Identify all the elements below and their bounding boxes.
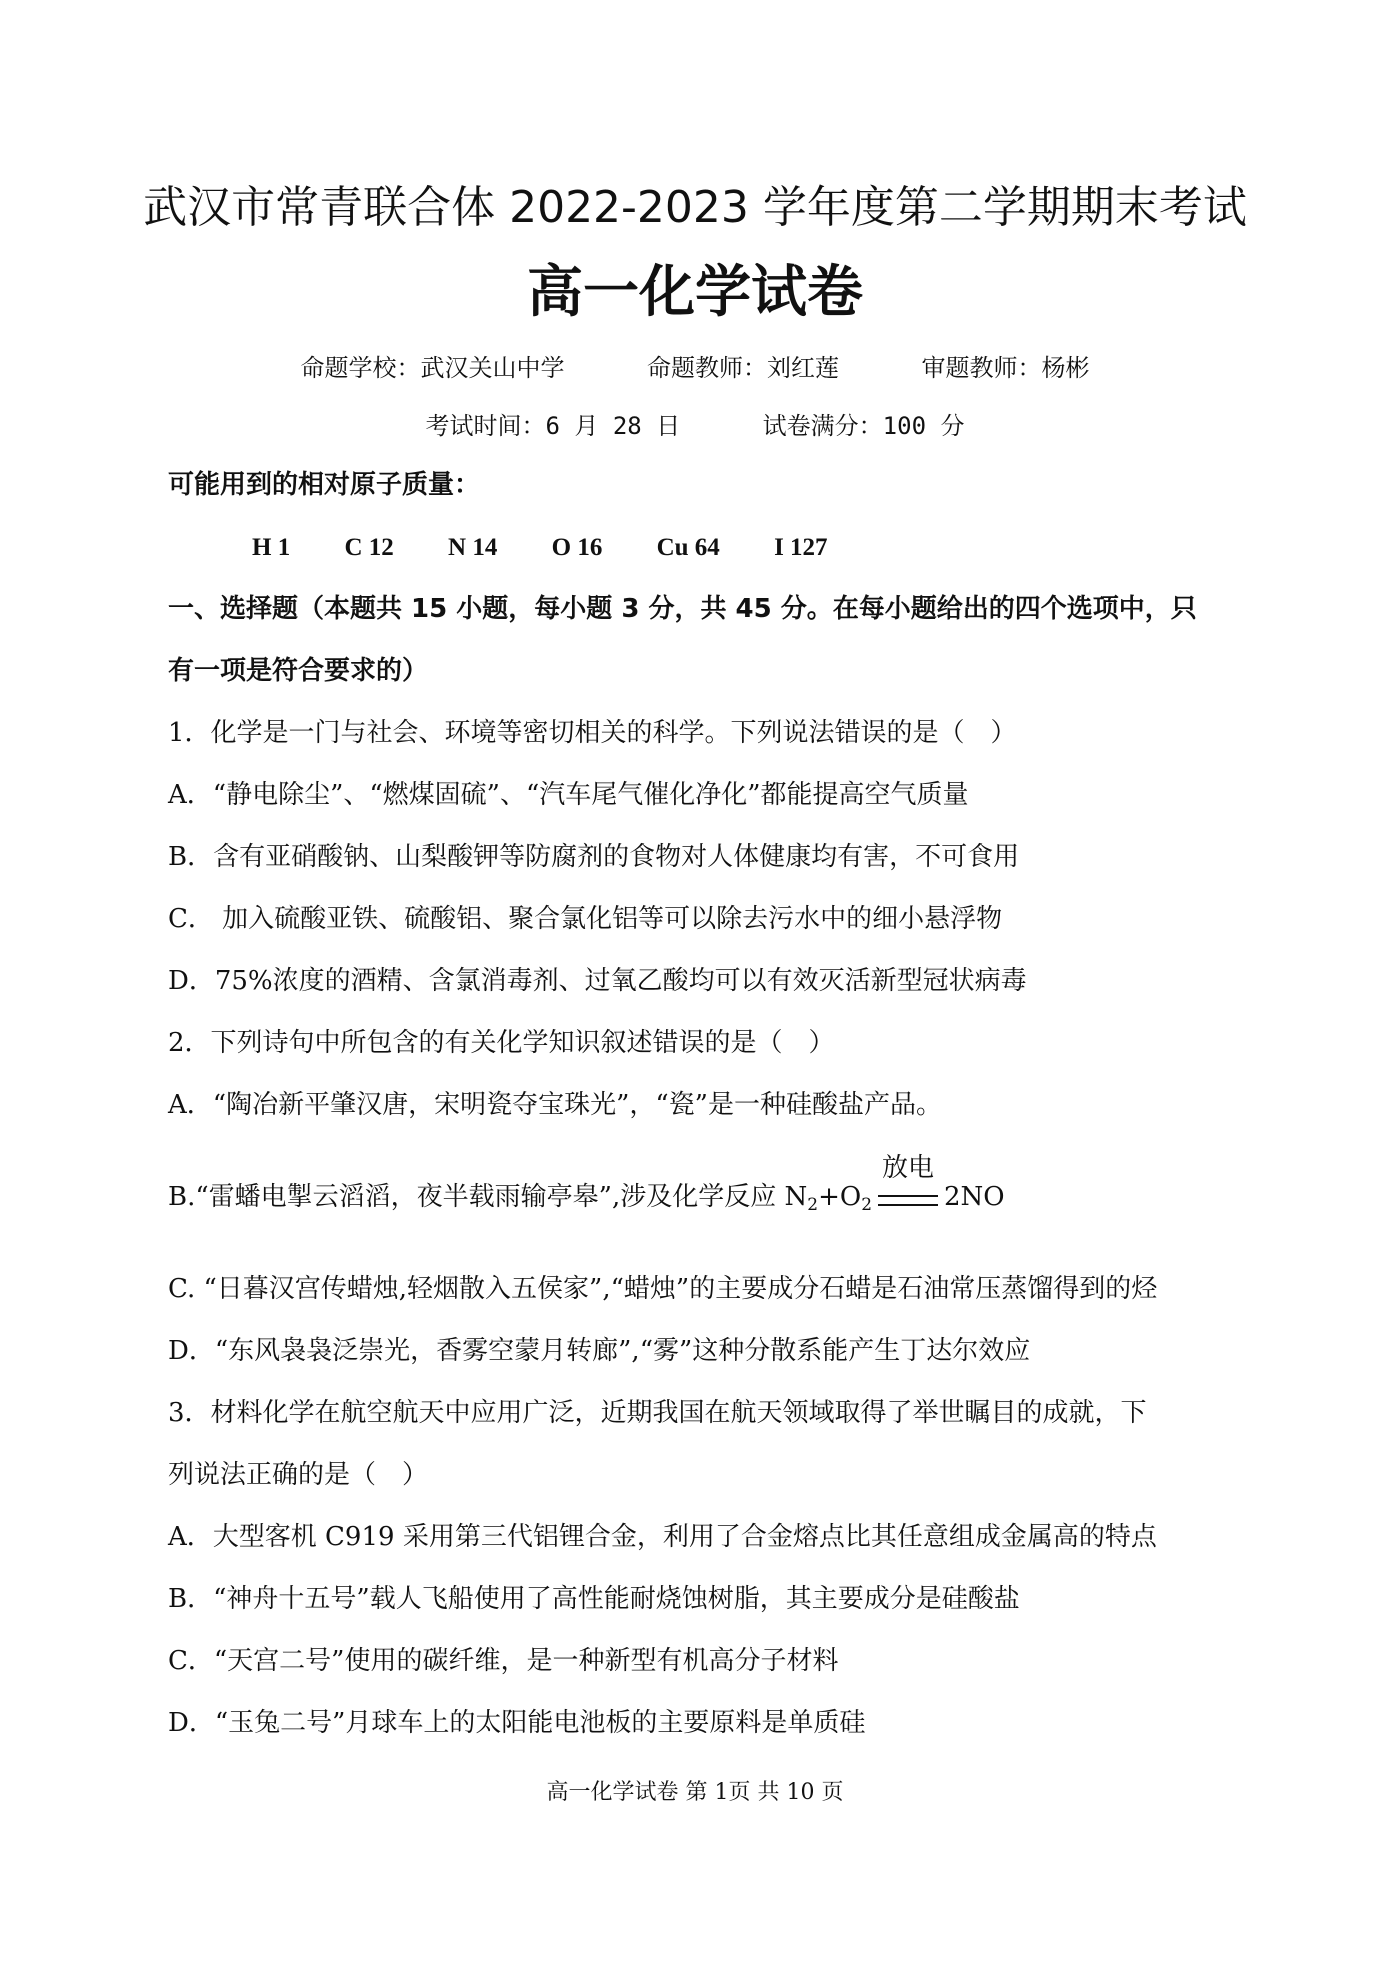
mass-h: H 1 [252, 534, 291, 561]
atomic-mass-label: 可能用到的相对原子质量： [168, 470, 481, 500]
q1-stem: 1．化学是一门与社会、环境等密切相关的科学。下列说法错误的是（ ） [168, 718, 1017, 748]
q2-option-a: A．“陶冶新平肇汉唐，宋明瓷夺宝珠光”，“瓷”是一种硅酸盐产品。 [168, 1090, 942, 1120]
mass-i: I 127 [774, 534, 828, 561]
q3-option-b: B．“神舟十五号”载人飞船使用了高性能耐烧蚀树脂，其主要成分是硅酸盐 [168, 1584, 1020, 1614]
q3-option-d: D．“玉兔二号”月球车上的太阳能电池板的主要原料是单质硅 [168, 1708, 866, 1738]
q3-stem-line2: 列说法正确的是（ ） [168, 1460, 429, 1490]
reaction-arrow [876, 1153, 940, 1215]
q2-option-c: C. “日暮汉宫传蜡烛,轻烟散入五侯家”,“蜡烛”的主要成分石蜡是石油常压蒸馏得到的烃 [168, 1274, 1158, 1304]
exam-title: 武汉市常青联合体 2022-2023 学年度第二学期期末考试 [143, 182, 1247, 233]
mass-n: N 14 [448, 534, 498, 561]
reaction-product: 2NO [944, 1182, 1005, 1212]
q1-option-c: C． 加入硫酸亚铁、硫酸铝、聚合氯化铝等可以除去污水中的细小悬浮物 [168, 904, 1003, 934]
mass-c: C 12 [344, 534, 394, 561]
exam-time: 考试时间：6 月 28 日 [425, 412, 681, 440]
plus-o-text: +O [818, 1182, 862, 1212]
q2-stem: 2．下列诗句中所包含的有关化学知识叙述错误的是（ ） [168, 1028, 835, 1058]
q2-option-d: D．“东风袅袅泛崇光，香雾空蒙月转廊”,“雾”这种分散系能产生丁达尔效应 [168, 1336, 1031, 1366]
q3-option-a: A．大型客机 C919 采用第三代铝锂合金，利用了合金熔点比其任意组成金属高的特点 [168, 1522, 1157, 1552]
mass-o: O 16 [551, 534, 603, 561]
reviewer-info: 审题教师：杨彬 [921, 354, 1090, 382]
q2-option-b [168, 1153, 1005, 1215]
q1-option-a: A．“静电除尘”、“燃煤固硫”、“汽车尾气催化净化”都能提高空气质量 [168, 780, 969, 810]
reaction-condition: 放电 [882, 1153, 935, 1183]
school-info: 命题学校：武汉关山中学 [300, 354, 565, 382]
section-heading-line2: 有一项是符合要求的） [168, 656, 429, 686]
q3-option-c: C．“天宫二号”使用的碳纤维，是一种新型有机高分子材料 [168, 1646, 839, 1676]
equal-sign-icon [878, 1195, 938, 1206]
teacher-info: 命题教师：刘红莲 [647, 354, 839, 382]
q1-option-b: B．含有亚硝酸钠、山梨酸钾等防腐剂的食物对人体健康均有害，不可食用 [168, 842, 1020, 872]
o2-subscript: 2 [861, 1195, 873, 1215]
page-footer: 高一化学试卷 第 1页 共 10 页 [546, 1780, 844, 1805]
q1-option-d: D．75%浓度的酒精、含氯消毒剂、过氧乙酸均可以有效灭活新型冠状病毒 [168, 966, 1027, 996]
q2-option-b-text: B.“雷蟠电掣云滔滔，夜半载雨输亭皋”,涉及化学反应 N [168, 1182, 808, 1212]
author-info [0, 352, 1390, 384]
exam-subtitle: 高一化学试卷 [527, 260, 863, 325]
atomic-mass-list [252, 530, 874, 565]
exam-info [0, 410, 1390, 442]
q3-stem-line1: 3．材料化学在航空航天中应用广泛，近期我国在航天领域取得了举世瞩目的成就，下 [168, 1398, 1147, 1428]
full-score: 试卷满分：100 分 [762, 412, 965, 440]
section-heading-line1: 一、选择题（本题共 15 小题，每小题 3 分，共 45 分。在每小题给出的四个选项中，只 [168, 594, 1197, 624]
n2-subscript: 2 [807, 1195, 819, 1215]
mass-cu: Cu 64 [656, 534, 720, 561]
